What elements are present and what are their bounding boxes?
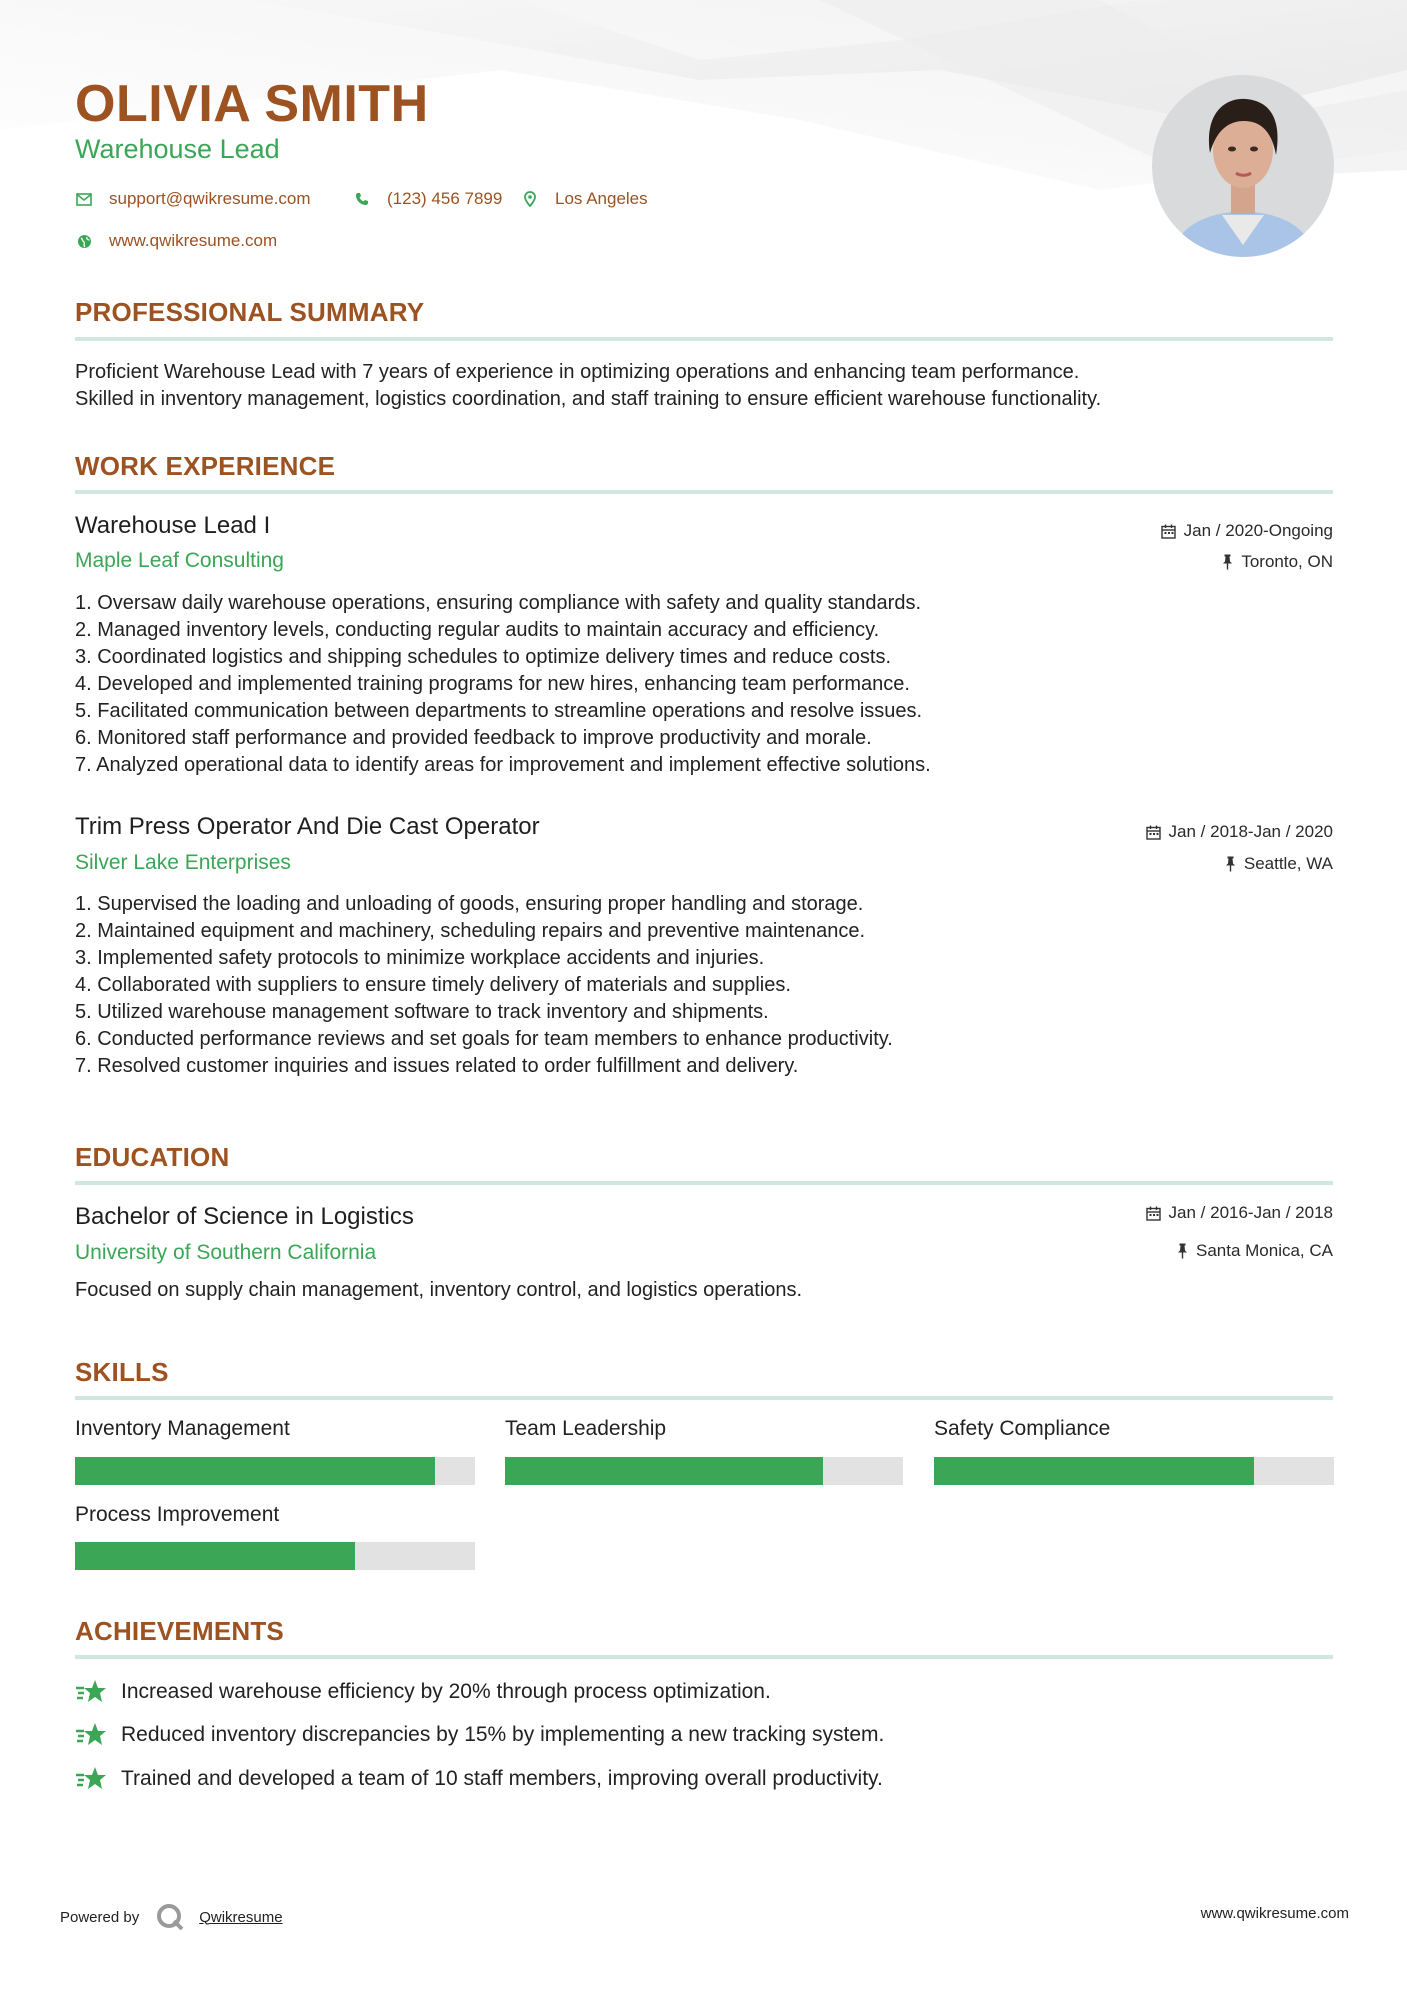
location-text: Santa Monica, CA <box>1195 1241 1333 1260</box>
skill-bar-fill <box>75 1457 435 1485</box>
achievements-heading: ACHIEVEMENTS <box>75 1616 284 1646</box>
job-dates <box>1146 822 1333 842</box>
degree-title: Bachelor of Science in Logistics <box>75 1203 414 1230</box>
location-text: Toronto, ON <box>1241 552 1333 571</box>
duty-item: 5. Utilized warehouse management software to track inventory and shipments. <box>75 1001 769 1023</box>
pushpin-icon <box>1225 856 1236 872</box>
section-divider <box>75 1655 1333 1659</box>
skill-bar <box>75 1457 475 1485</box>
skill-bar-fill <box>505 1457 823 1485</box>
section-divider <box>75 1181 1333 1185</box>
contact-phone[interactable] <box>353 189 502 209</box>
summary-line: Skilled in inventory management, logistics coordination, and staff training to ensure efficient warehouse functionality. <box>75 388 1102 410</box>
map-pin-icon <box>521 190 539 208</box>
envelope-icon <box>75 190 93 208</box>
skill-bar-fill <box>75 1542 355 1570</box>
skill-bar <box>75 1542 475 1570</box>
qwikresume-logo-icon <box>155 1902 185 1932</box>
section-divider <box>75 490 1333 494</box>
duty-item: 7. Resolved customer inquiries and issues related to order fulfillment and delivery. <box>75 1055 799 1077</box>
experience-heading: WORK EXPERIENCE <box>75 451 336 481</box>
pushpin-icon <box>1222 554 1233 570</box>
profile-photo <box>1152 75 1334 257</box>
skill-bar <box>934 1457 1334 1485</box>
achievement-text: Trained and developed a team of 10 staff members, improving overall productivity. <box>121 1767 883 1790</box>
duty-item: 5. Facilitated communication between departments to streamline operations and resolve issues. <box>75 700 923 722</box>
job-location <box>1225 854 1333 874</box>
skill-bar-fill <box>934 1457 1254 1485</box>
dates-text: Jan / 2018-Jan / 2020 <box>1168 822 1333 841</box>
duty-item: 4. Developed and implemented training programs for new hires, enhancing team performance. <box>75 673 910 695</box>
summary-line: Proficient Warehouse Lead with 7 years of experience in optimizing operations and enhancing team performance. <box>75 361 1080 383</box>
qwikresume-link[interactable]: Qwikresume <box>199 1908 283 1926</box>
education-dates <box>1146 1203 1333 1223</box>
phone-icon <box>353 190 371 208</box>
job-location <box>1222 552 1333 572</box>
job-title: Warehouse Lead I <box>75 512 271 539</box>
star-icon <box>75 1679 107 1705</box>
pushpin-icon <box>1177 1243 1188 1259</box>
globe-icon <box>75 232 93 250</box>
calendar-icon <box>1146 1206 1161 1221</box>
skill-name: Safety Compliance <box>934 1417 1111 1440</box>
email-text: support@qwikresume.com <box>109 189 311 208</box>
calendar-icon <box>1146 825 1161 840</box>
contact-location <box>521 189 648 209</box>
company-name: Maple Leaf Consulting <box>75 549 284 572</box>
skills-heading: SKILLS <box>75 1357 169 1387</box>
skill-name: Process Improvement <box>75 1503 280 1526</box>
job-dates <box>1161 521 1333 541</box>
dates-text: Jan / 2020-Ongoing <box>1183 521 1333 540</box>
star-icon <box>75 1766 107 1792</box>
duty-item: 1. Supervised the loading and unloading of goods, ensuring proper handling and storage. <box>75 893 864 915</box>
candidate-role: Warehouse Lead <box>75 134 280 164</box>
powered-by-text: Powered by <box>60 1908 140 1926</box>
location-text: Seattle, WA <box>1243 854 1333 873</box>
skill-name: Team Leadership <box>505 1417 667 1440</box>
achievement-item <box>75 1722 884 1748</box>
skill-name: Inventory Management <box>75 1417 290 1440</box>
summary-heading: PROFESSIONAL SUMMARY <box>75 297 425 327</box>
achievement-item <box>75 1766 883 1792</box>
contact-email[interactable] <box>75 189 311 209</box>
skill-bar <box>505 1457 903 1485</box>
achievement-text: Increased warehouse efficiency by 20% through process optimization. <box>121 1680 771 1703</box>
duty-item: 7. Analyzed operational data to identify areas for improvement and implement effective solutions. <box>75 754 931 776</box>
job-duties <box>75 590 931 779</box>
star-icon <box>75 1722 107 1748</box>
achievement-text: Reduced inventory discrepancies by 15% by implementing a new tracking system. <box>121 1723 885 1746</box>
dates-text: Jan / 2016-Jan / 2018 <box>1168 1203 1333 1222</box>
footer-site-link[interactable]: www.qwikresume.com <box>1200 1905 1349 1922</box>
contact-website[interactable] <box>75 231 277 251</box>
duty-item: 4. Collaborated with suppliers to ensure timely delivery of materials and supplies. <box>75 974 791 996</box>
location-text: Los Angeles <box>555 189 648 208</box>
summary-text <box>75 359 1335 413</box>
duty-item: 2. Managed inventory levels, conducting regular audits to maintain accuracy and efficiency. <box>75 619 880 641</box>
duty-item: 1. Oversaw daily warehouse operations, ensuring compliance with safety and quality standards. <box>75 592 922 614</box>
education-location <box>1177 1241 1333 1261</box>
job-title: Trim Press Operator And Die Cast Operator <box>75 813 540 840</box>
duty-item: 2. Maintained equipment and machinery, scheduling repairs and preventive maintenance. <box>75 920 866 942</box>
achievement-item <box>75 1679 771 1705</box>
duty-item: 6. Monitored staff performance and provided feedback to improve productivity and morale. <box>75 727 872 749</box>
calendar-icon <box>1161 524 1176 539</box>
company-name: Silver Lake Enterprises <box>75 851 291 874</box>
duty-item: 3. Coordinated logistics and shipping schedules to optimize delivery times and reduce costs. <box>75 646 891 668</box>
section-divider <box>75 337 1333 341</box>
candidate-name: OLIVIA SMITH <box>75 75 429 133</box>
education-heading: EDUCATION <box>75 1142 230 1172</box>
section-divider <box>75 1396 1333 1400</box>
duty-item: 3. Implemented safety protocols to minimize workplace accidents and injuries. <box>75 947 765 969</box>
website-text: www.qwikresume.com <box>109 231 278 250</box>
duty-item: 6. Conducted performance reviews and set goals for team members to enhance productivity. <box>75 1028 893 1050</box>
footer-powered-by <box>60 1902 283 1932</box>
education-description: Focused on supply chain management, inventory control, and logistics operations. <box>75 1279 803 1301</box>
school-name: University of Southern California <box>75 1241 377 1264</box>
job-duties <box>75 891 893 1080</box>
phone-text: (123) 456 7899 <box>387 189 503 208</box>
